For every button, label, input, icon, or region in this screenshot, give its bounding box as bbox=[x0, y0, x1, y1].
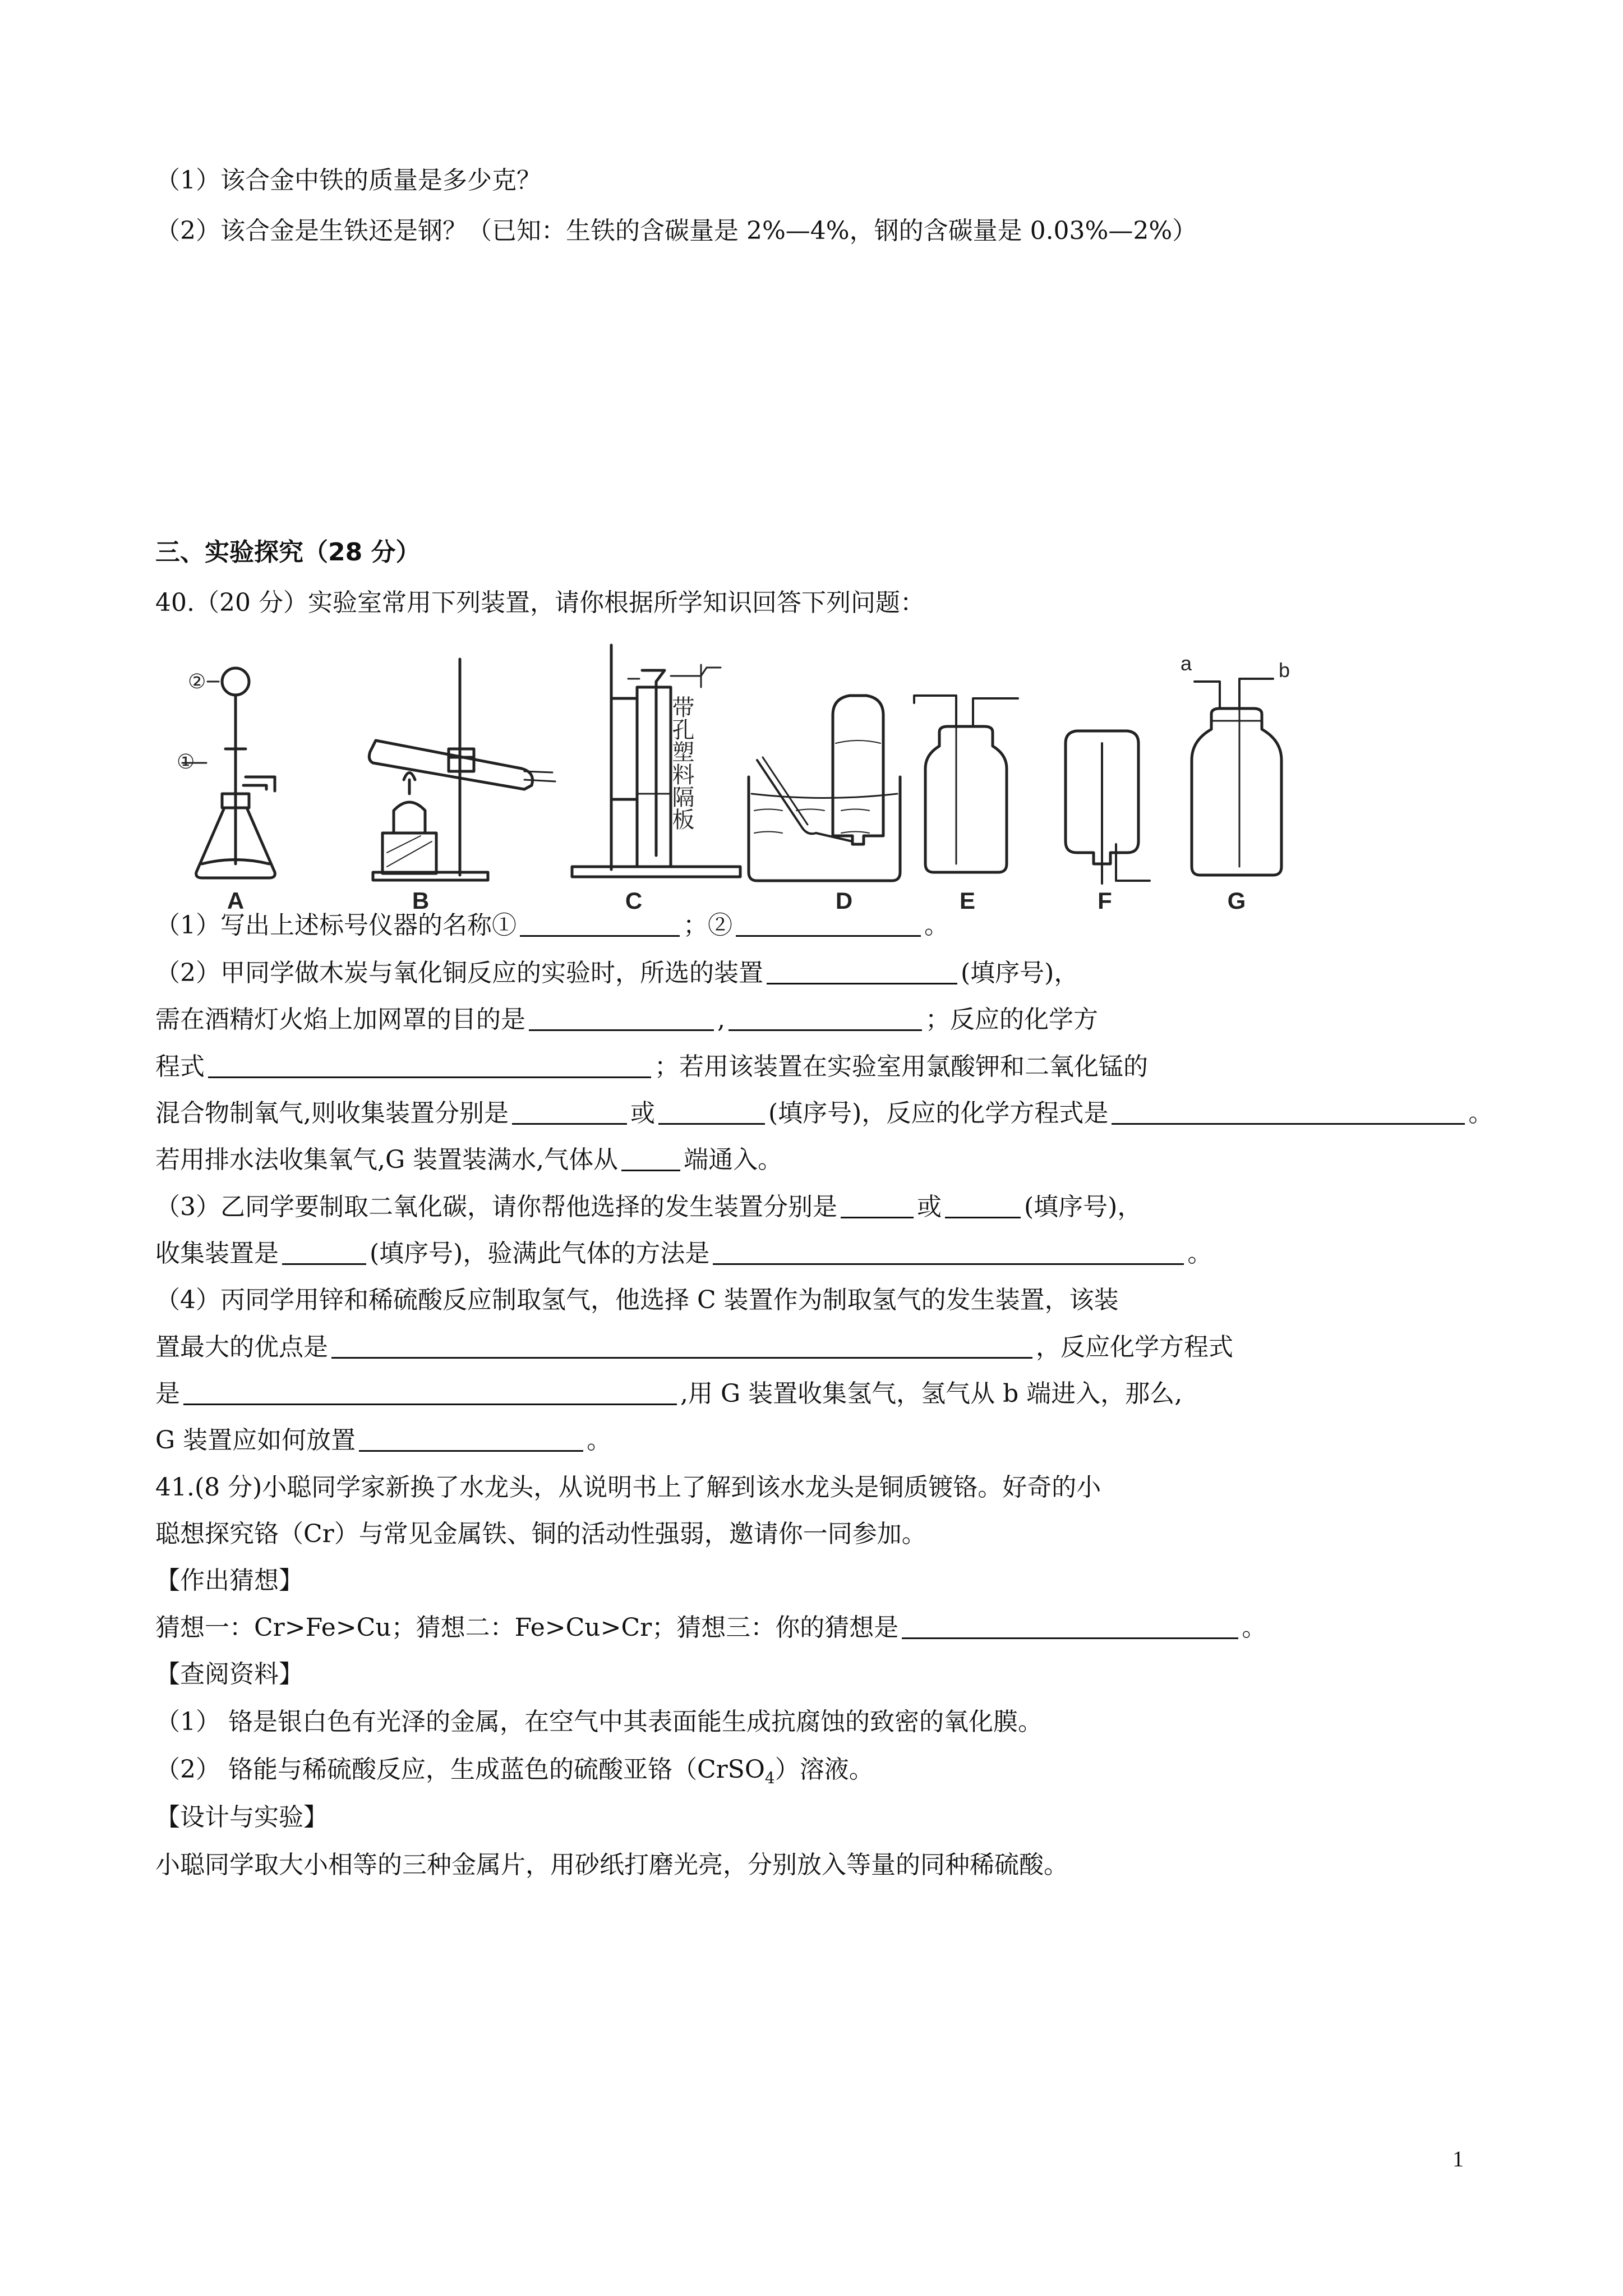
question-text: （2）该合金是生铁还是钢？（已知：生铁的含碳量是 2%—4%，钢的含碳量是 0.03%—2%） bbox=[155, 217, 1197, 245]
q41-stem: 聪想探究铬（Cr）与常见金属铁、铜的活动性强弱，邀请你一同参加。 bbox=[155, 1520, 926, 1548]
label-circ1: ① bbox=[177, 751, 195, 774]
apparatus-a bbox=[182, 668, 275, 878]
heading-hypothesis: 【作出猜想】 bbox=[155, 1566, 303, 1595]
apparatus-c bbox=[572, 645, 740, 877]
page-number: 1 bbox=[1453, 2146, 1464, 2171]
reference-item: （1） 铬是银白色有光泽的金属，在空气中其表面能生成抗腐蚀的致密的氧化膜。 bbox=[155, 1708, 1043, 1736]
label-f: F bbox=[1098, 887, 1112, 914]
section-title: 三、实验探究（28 分） bbox=[155, 538, 421, 567]
heading-reference: 【查阅资料】 bbox=[155, 1660, 303, 1688]
label-d: D bbox=[835, 887, 853, 914]
q40-part2: 程式 ；若用该装置在实验室用氯酸钾和二氧化锰的 bbox=[155, 1052, 1148, 1081]
heading-design: 【设计与实验】 bbox=[155, 1803, 328, 1832]
label-e: E bbox=[959, 887, 976, 914]
q40-part2: 若用排水法收集氧气,G 装置装满水,气体从 端通入。 bbox=[155, 1145, 783, 1174]
q41-experiment: 小聪同学取大小相等的三种金属片，用砂纸打磨光亮，分别放入等量的同种稀硫酸。 bbox=[155, 1851, 1068, 1879]
q40-part4: 置最大的优点是 ，反应化学方程式 bbox=[155, 1333, 1233, 1361]
label-a: A bbox=[227, 887, 245, 914]
q40-part1: （1）写出上述标号仪器的名称① ；② 。 bbox=[155, 911, 949, 940]
q41-guess: 猜想一：Cr>Fe>Cu；猜想二：Fe>Cu>Cr；猜想三：你的猜想是 。 bbox=[155, 1613, 1267, 1642]
q40-part3: 收集装置是 (填序号)，验满此气体的方法是 。 bbox=[155, 1239, 1212, 1268]
q40-part2: （2）甲同学做木炭与氧化铜反应的实验时，所选的装置 (填序号)， bbox=[155, 959, 1079, 987]
apparatus-f bbox=[1066, 731, 1150, 884]
apparatus-figure bbox=[177, 642, 1301, 914]
reference-item: （2） 铬能与稀硫酸反应，生成蓝色的硫酸亚铬（CrSO$_4$）溶液。 bbox=[155, 1755, 874, 1787]
q40-part4: G 装置应如何放置 。 bbox=[155, 1426, 612, 1455]
label-b: B bbox=[412, 887, 430, 914]
label-a-tube: a bbox=[1181, 652, 1192, 675]
apparatus-b bbox=[369, 659, 555, 880]
q40-part2: 需在酒精灯火焰上加网罩的目的是 , ；反应的化学方 bbox=[155, 1005, 1098, 1034]
label-c: C bbox=[625, 887, 643, 914]
apparatus-g bbox=[1192, 679, 1281, 875]
label-g: G bbox=[1227, 887, 1246, 914]
apparatus-d bbox=[749, 696, 900, 881]
q40-part3: （3）乙同学要制取二氧化碳，请你帮他选择的发生装置分别是 或 (填序号)， bbox=[155, 1193, 1142, 1221]
q40-part4: （4）丙同学用锌和稀硫酸反应制取氢气，他选择 C 装置作为制取氢气的发生装置，该装 bbox=[155, 1286, 1119, 1314]
question-stem: 40.（20 分）实验室常用下列装置，请你根据所学知识回答下列问题： bbox=[155, 588, 925, 617]
label-circ2: ② bbox=[188, 670, 206, 693]
label-b-tube: b bbox=[1279, 659, 1290, 682]
question-text: （1）该合金中铁的质量是多少克？ bbox=[155, 166, 541, 195]
label-plate: 带孔塑料隔板 bbox=[668, 696, 694, 830]
q40-part4: 是 ,用 G 装置收集氢气，氢气从 b 端进入，那么, bbox=[155, 1379, 1183, 1408]
q40-part2: 混合物制氧气,则收集装置分别是 或 (填序号)，反应的化学方程式是 。 bbox=[155, 1099, 1493, 1128]
apparatus-e bbox=[914, 696, 1018, 872]
q41-stem: 41.(8 分)小聪同学家新换了水龙头，从说明书上了解到该水龙头是铜质镀铬。好奇的小 bbox=[155, 1473, 1101, 1502]
